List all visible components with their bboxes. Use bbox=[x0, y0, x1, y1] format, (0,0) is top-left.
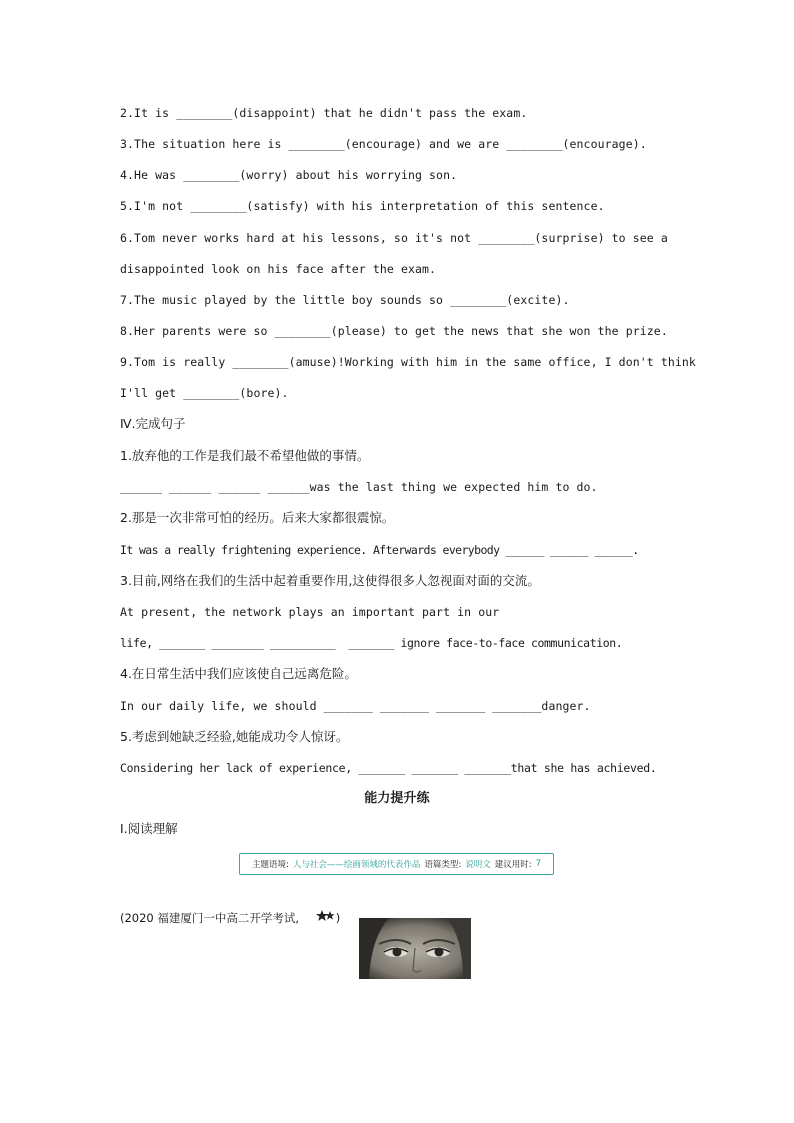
context-banner bbox=[239, 853, 554, 875]
time-label: 建议用时: bbox=[494, 860, 532, 870]
q2-english: It was a really frightening experience. Afterwards everybody ______ ______ ______. bbox=[120, 543, 639, 557]
q1-english: ______ ______ ______ ______was the last thing we expected him to do. bbox=[120, 480, 598, 494]
ex3-line-9b: I'll get ________(bore). bbox=[120, 386, 289, 400]
advanced-section-title: 能力提升练 bbox=[364, 791, 430, 806]
time-value: 7 bbox=[535, 859, 542, 869]
ex3-line-7: 7.The music played by the little boy sounds so ________(excite). bbox=[120, 293, 570, 307]
ex3-line-6a: 6.Tom never works hard at his lessons, so it's not ________(surprise) to see a bbox=[120, 231, 668, 245]
ex3-line-2: 2.It is ________(disappoint) that he didn't pass the exam. bbox=[120, 106, 528, 120]
q3-english-b: life, _______ ________ __________ _______ ignore face-to-face communication. bbox=[120, 636, 623, 650]
source-text: (2020 福建厦门一中高二开学考试, bbox=[120, 910, 300, 925]
question-source bbox=[120, 896, 340, 939]
genre-value: 说明文 bbox=[465, 860, 491, 870]
theme-label: 主题语境: bbox=[251, 860, 289, 870]
reading-heading: Ⅰ.阅读理解 bbox=[120, 821, 178, 836]
q4-chinese: 4.在日常生活中我们应该使自己远离危险。 bbox=[120, 666, 357, 681]
ex3-line-5: 5.I'm not ________(satisfy) with his interpretation of this sentence. bbox=[120, 199, 605, 213]
q3-english-a: At present, the network plays an important part in our bbox=[120, 605, 500, 619]
theme-value: 人与社会——绘画领域的代表作品 bbox=[292, 860, 421, 870]
q5-english: Considering her lack of experience, _______ _______ _______that she has achieved. bbox=[120, 761, 657, 775]
q3-chinese: 3.目前,网络在我们的生活中起着重要作用,这使得很多人忽视面对面的交流。 bbox=[120, 573, 540, 588]
mona-lisa-eyes-image bbox=[359, 918, 471, 979]
ex3-line-8: 8.Her parents were so ________(please) to get the news that she won the prize. bbox=[120, 324, 668, 338]
section-4-heading: Ⅳ.完成句子 bbox=[120, 416, 186, 431]
ex3-line-3: 3.The situation here is ________(encourage) and we are ________(encourage). bbox=[120, 137, 647, 151]
q4-english: In our daily life, we should _______ _______ _______ _______danger. bbox=[120, 699, 591, 713]
source-close: ) bbox=[335, 910, 341, 925]
ex3-line-9a: 9.Tom is really ________(amuse)!Working with him in the same office, I don't think bbox=[120, 355, 696, 369]
q2-chinese: 2.那是一次非常可怕的经历。后来大家都很震惊。 bbox=[120, 510, 395, 525]
q1-chinese: 1.放弃他的工作是我们最不希望他做的事情。 bbox=[120, 448, 370, 463]
ex3-line-6b: disappointed look on his face after the exam. bbox=[120, 262, 437, 276]
ex3-line-4: 4.He was ________(worry) about his worrying son. bbox=[120, 168, 458, 182]
genre-label: 语篇类型: bbox=[424, 860, 462, 870]
q5-chinese: 5.考虑到她缺乏经验,她能成功令人惊讶。 bbox=[120, 729, 349, 744]
difficulty-stars-icon bbox=[301, 896, 336, 939]
